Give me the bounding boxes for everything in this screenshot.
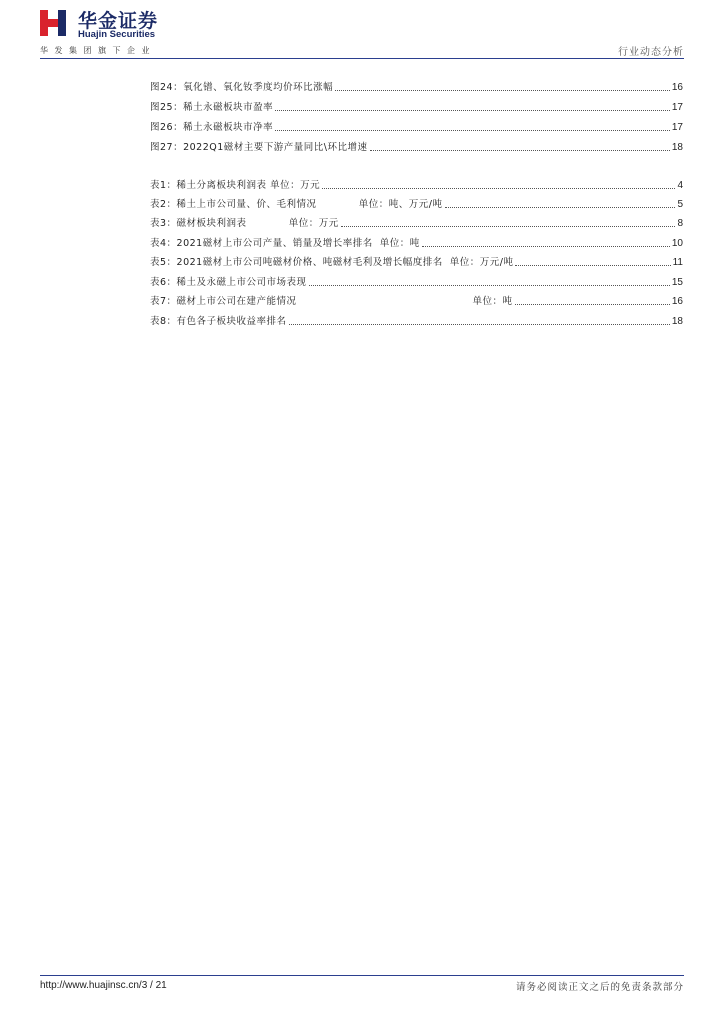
toc-label: 图24：	[150, 82, 184, 93]
toc-leader	[289, 324, 670, 325]
toc-title: 稀土及永磁上市公司市场表现	[176, 277, 307, 288]
toc-title: 磁材板块利润表 单位：万元	[176, 218, 339, 229]
toc-page-number: 15	[671, 277, 683, 288]
toc-label: 表6：	[150, 277, 177, 288]
toc-page-number: 18	[671, 142, 683, 153]
toc-title: 稀土永磁板块市盈率	[183, 102, 274, 113]
toc-page-number: 11	[672, 257, 683, 268]
brand-name-en: Huajin Securities	[78, 29, 156, 40]
toc-leader	[335, 90, 670, 91]
toc-entry-table[interactable]	[150, 236, 683, 250]
toc-label: 图26：	[150, 122, 184, 133]
toc-title: 磁材上市公司在建产能情况 单位：吨	[176, 296, 513, 307]
toc-label: 表4：	[150, 238, 177, 249]
group-tagline: 华发集团旗下企业	[40, 46, 156, 55]
toc-title: 有色各子板块收益率排名	[176, 316, 287, 327]
huajin-logo-icon	[40, 10, 66, 36]
toc-leader	[341, 226, 676, 227]
toc-entry-table[interactable]	[150, 314, 683, 328]
toc-entry-table[interactable]	[150, 255, 683, 269]
toc-leader	[422, 246, 670, 247]
brand-name-cn: 华金证券	[78, 10, 159, 32]
toc-leader	[275, 110, 670, 111]
toc-leader	[515, 304, 670, 305]
toc-page-number: 16	[671, 296, 683, 307]
toc-label: 表8：	[150, 316, 177, 327]
toc-leader	[322, 188, 675, 189]
toc-title: 2022Q1磁材主要下游产量同比\环比增速	[183, 142, 368, 153]
toc-leader	[515, 265, 670, 266]
toc-page-number: 4	[677, 180, 683, 191]
header-divider	[40, 58, 684, 59]
toc-page-number: 10	[671, 238, 683, 249]
toc-page-number: 8	[677, 218, 683, 229]
toc-label: 表3：	[150, 218, 177, 229]
toc-page-number: 16	[671, 82, 683, 93]
footer-disclaimer: 请务必阅读正文之后的免责条款部分	[515, 982, 684, 993]
toc-title: 2021磁材上市公司吨磁材价格、吨磁材毛利及增长幅度排名 单位：万元/吨	[176, 257, 514, 268]
footer-divider	[40, 975, 684, 976]
toc-label: 图27：	[150, 142, 184, 153]
toc-leader	[445, 207, 676, 208]
toc-entry-figure[interactable]	[150, 100, 683, 114]
toc-entry-figure[interactable]	[150, 140, 683, 154]
toc-title: 稀土上市公司量、价、毛利情况 单位：吨、万元/吨	[176, 199, 443, 210]
toc-label: 表1：	[150, 180, 177, 191]
toc-leader	[370, 150, 670, 151]
toc-title: 稀土永磁板块市净率	[183, 122, 274, 133]
toc-entry-table[interactable]	[150, 275, 683, 289]
toc-title: 稀土分离板块利润表 单位：万元	[176, 180, 321, 191]
toc-page-number: 17	[671, 102, 683, 113]
toc-page-number: 18	[671, 316, 683, 327]
toc-entry-table[interactable]	[150, 216, 683, 230]
toc-label: 表2：	[150, 199, 177, 210]
toc-label: 表5：	[150, 257, 177, 268]
toc-label: 图25：	[150, 102, 184, 113]
toc-title: 氧化镨、氧化钕季度均价环比涨幅	[183, 82, 334, 93]
toc-page-number: 5	[677, 199, 683, 210]
toc-entry-figure[interactable]	[150, 80, 683, 94]
toc-title: 2021磁材上市公司产量、销量及增长率排名 单位：吨	[176, 238, 420, 249]
toc-page-number: 17	[671, 122, 683, 133]
toc-entry-table[interactable]	[150, 294, 683, 308]
toc-entry-table[interactable]	[150, 197, 683, 211]
toc-label: 表7：	[150, 296, 177, 307]
toc-entry-figure[interactable]	[150, 120, 683, 134]
toc-leader	[275, 130, 670, 131]
toc-entry-table[interactable]	[150, 178, 683, 192]
footer-url-page[interactable]: http://www.huajinsc.cn/3 / 21	[40, 980, 167, 991]
toc-leader	[309, 285, 670, 286]
report-type: 行业动态分析	[618, 47, 684, 58]
